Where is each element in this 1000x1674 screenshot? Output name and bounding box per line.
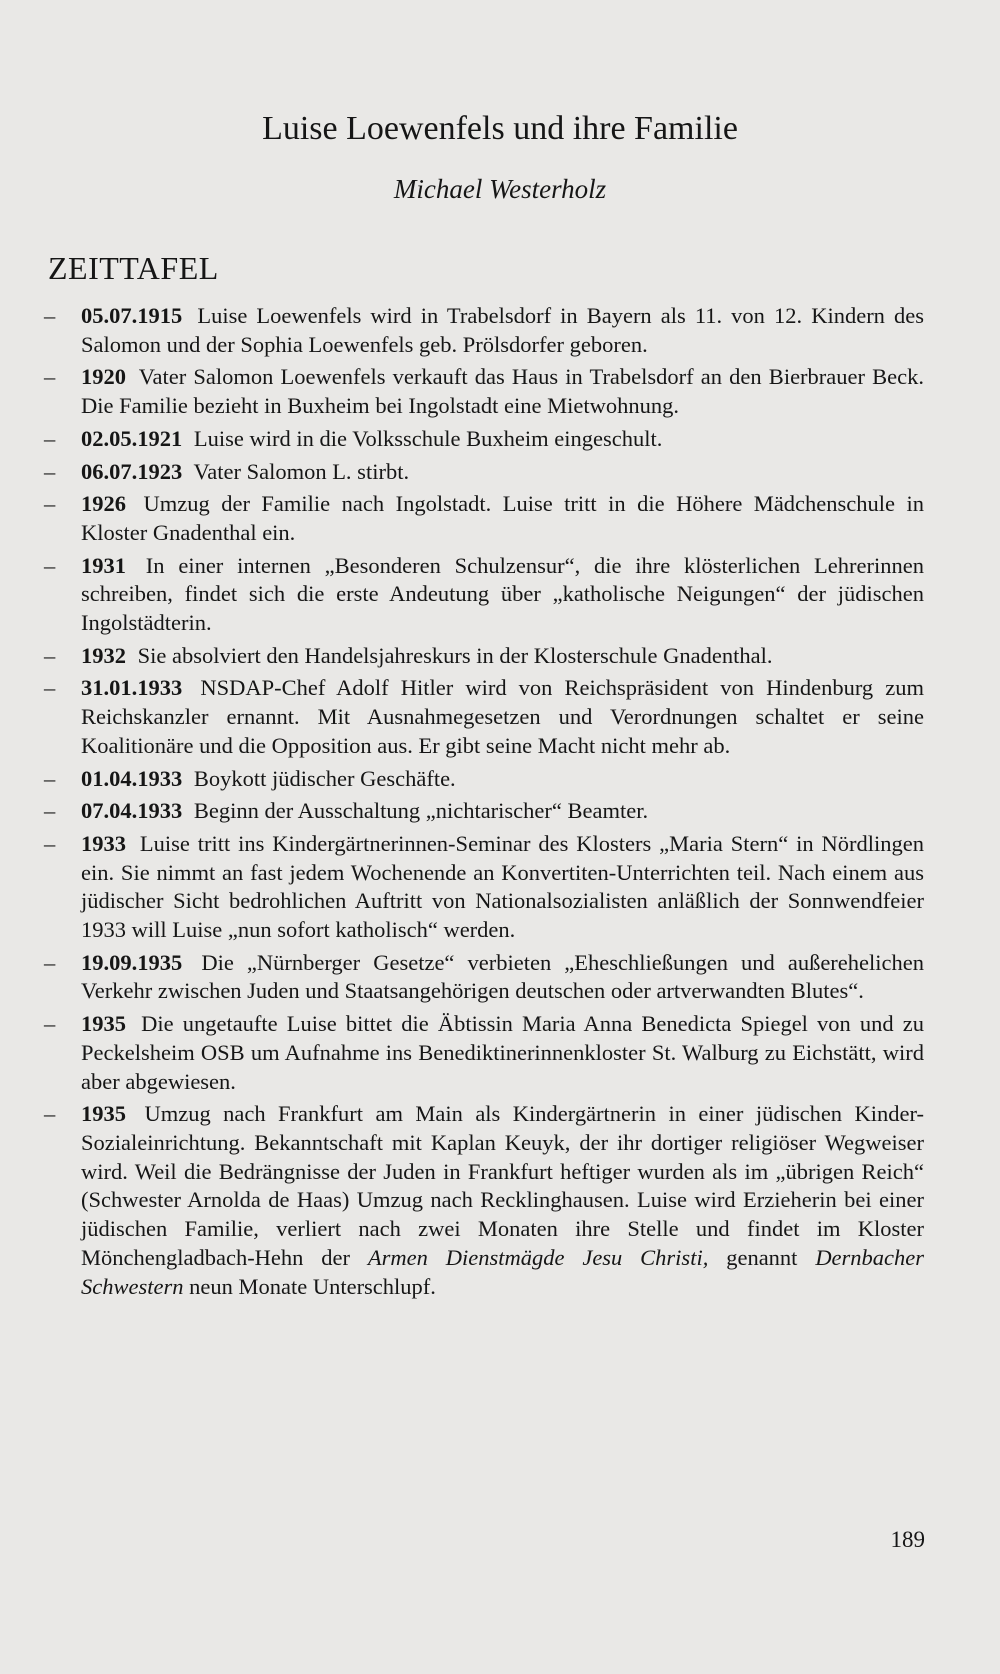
timeline-entry: [44, 1010, 924, 1096]
dash-marker: –: [44, 830, 56, 856]
timeline-entry: [44, 490, 924, 547]
entry-date: 1931: [81, 552, 126, 578]
dash-marker: –: [44, 458, 56, 484]
timeline-entry: [44, 302, 924, 359]
entry-text: Die „Nürnberger Gesetze“ verbieten „Eheschließungen und außerehelichen Verkehr zwischen Juden und Staatsangehörigen deutschen oder artverwandten Blutes“.: [81, 949, 925, 1004]
entry-date: 1920: [81, 364, 126, 390]
timeline-entry: [44, 949, 924, 1006]
dash-marker: –: [44, 642, 56, 668]
timeline-entry: [44, 458, 924, 487]
timeline-entry: [44, 425, 924, 454]
dash-marker: –: [44, 491, 56, 517]
entry-date: 05.07.1915: [81, 303, 183, 328]
entry-text-after: genannt: [726, 1244, 798, 1270]
entry-date: 06.07.1923: [81, 458, 183, 484]
dash-marker: –: [44, 765, 56, 791]
entry-text: In einer internen „Besonderen Schulzensur“, die ihre klösterlichen Lehrerinnen schreiben, findet sich die erste Andeutung über „katholische Neigungen“ der jüdischen Ingolstädterin.: [81, 552, 924, 636]
entry-text: Luise Loewenfels wird in Trabelsdorf in Bayern als 11. von 12. Kindern des Salomon und der Sophia Loewenfels geb. Prölsdorfer geboren.: [81, 303, 925, 357]
dash-marker: –: [44, 1011, 56, 1037]
section-heading: ZEITTAFEL: [48, 250, 219, 286]
entry-date: 1935: [81, 1101, 126, 1127]
entry-text: Luise tritt ins Kindergärtnerinnen-Seminar des Klosters „Maria Stern“ in Nördlingen ein. Sie nimmt an fast jedem Wochenende an Konvertiten-Unterrichten teil. Nach einem aus jüdischer Sicht bedrohlichen Auftritt von Nationalsozialisten anläßlich der Sonnwendfeier 1933 will Luise „nun sofort katholisch“ werden.: [81, 830, 924, 943]
timeline-list: [44, 302, 924, 1305]
entry-text: Vater Salomon L. stirbt.: [193, 458, 410, 484]
entry-text: NSDAP-Chef Adolf Hitler wird von Reichspräsident von Hindenburg zum Reichskanzler ernannt. Mit Ausnahmegesetzen und Verordnungen schaltet er seine Koalitionäre und die Opposition aus. Er gibt seine Macht nicht mehr ab.: [81, 675, 924, 758]
timeline-entry: [44, 552, 924, 638]
entry-date: 02.05.1921: [81, 425, 183, 451]
entry-date: 31.01.1933: [81, 675, 183, 701]
timeline-entry: [44, 830, 924, 945]
dash-marker: –: [44, 1101, 56, 1127]
entry-date: 1932: [81, 642, 126, 668]
timeline-entry: [44, 765, 924, 794]
dash-marker: –: [44, 425, 56, 451]
entry-text: Umzug der Familie nach Ingolstadt. Luise tritt in die Höhere Mädchenschule in Kloster Gnadenthal ein.: [81, 491, 924, 545]
entry-text: Luise wird in die Volksschule Buxheim eingeschult.: [193, 425, 663, 451]
entry-italic-text: Armen Dienstmägde Jesu Christi,: [367, 1244, 709, 1270]
dash-marker: –: [44, 798, 56, 824]
entry-date: 1926: [81, 491, 126, 517]
author-name: Michael Westerholz: [393, 174, 607, 204]
timeline-entry: [44, 797, 924, 826]
entry-text: Vater Salomon Loewenfels verkauft das Haus in Trabelsdorf an den Bierbrauer Beck. Die Familie bezieht in Buxheim bei Ingolstadt eine Mietwohnung.: [81, 364, 925, 419]
entry-date: 07.04.1933: [81, 798, 183, 824]
page-number: 189: [890, 1527, 925, 1552]
entry-text: Boykott jüdischer Geschäfte.: [193, 765, 456, 791]
entry-date: 1935: [81, 1011, 126, 1037]
article-title: Luise Loewenfels und ihre Familie: [262, 110, 738, 147]
dash-marker: –: [44, 675, 56, 701]
dash-marker: –: [44, 552, 56, 578]
entry-date: 1933: [81, 830, 126, 856]
timeline-entry: [44, 363, 924, 420]
entry-text: Sie absolviert den Handelsjahreskurs in der Klosterschule Gnadenthal.: [137, 642, 773, 668]
entry-text: Die ungetaufte Luise bittet die Äbtissin Maria Anna Benedicta Spiegel von und zu Peckelsheim OSB um Aufnahme ins Benediktinerinnenkloster St. Walburg zu Eichstätt, wird aber abgewiesen.: [81, 1011, 924, 1094]
entry-text: Beginn der Ausschaltung „nichtarischer“ Beamter.: [193, 798, 649, 824]
timeline-entry: [44, 674, 924, 760]
entry-text-end: neun Monate Unterschlupf.: [189, 1273, 436, 1299]
dash-marker: –: [44, 364, 56, 390]
entry-text: Umzug nach Frankfurt am Main als Kindergärtnerin in einer jüdischen Kinder-Sozialeinrichtung. Bekanntschaft mit Kaplan Keuyk, der ihr dortiger religiöser Wegweiser wird. Weil die Bedrängnisse der Juden in Frankfurt heftiger wurden als im „übrigen Reich“ (Schwester Arnolda de Haas) Umzug nach Recklinghausen. Luise wird Erzieherin bei einer jüdischen Familie, verliert nach zwei Monaten ihre Stelle und findet im Kloster Mönchengladbach-Hehn der: [81, 1101, 925, 1270]
timeline-entry: [44, 1100, 924, 1301]
dash-marker: –: [44, 949, 56, 975]
dash-marker: –: [44, 303, 56, 328]
entry-italic-text-2: Dernbacher Schwestern: [81, 1244, 925, 1299]
entry-date: 19.09.1935: [81, 949, 183, 975]
entry-date: 01.04.1933: [81, 765, 183, 791]
timeline-entry: [44, 642, 924, 671]
